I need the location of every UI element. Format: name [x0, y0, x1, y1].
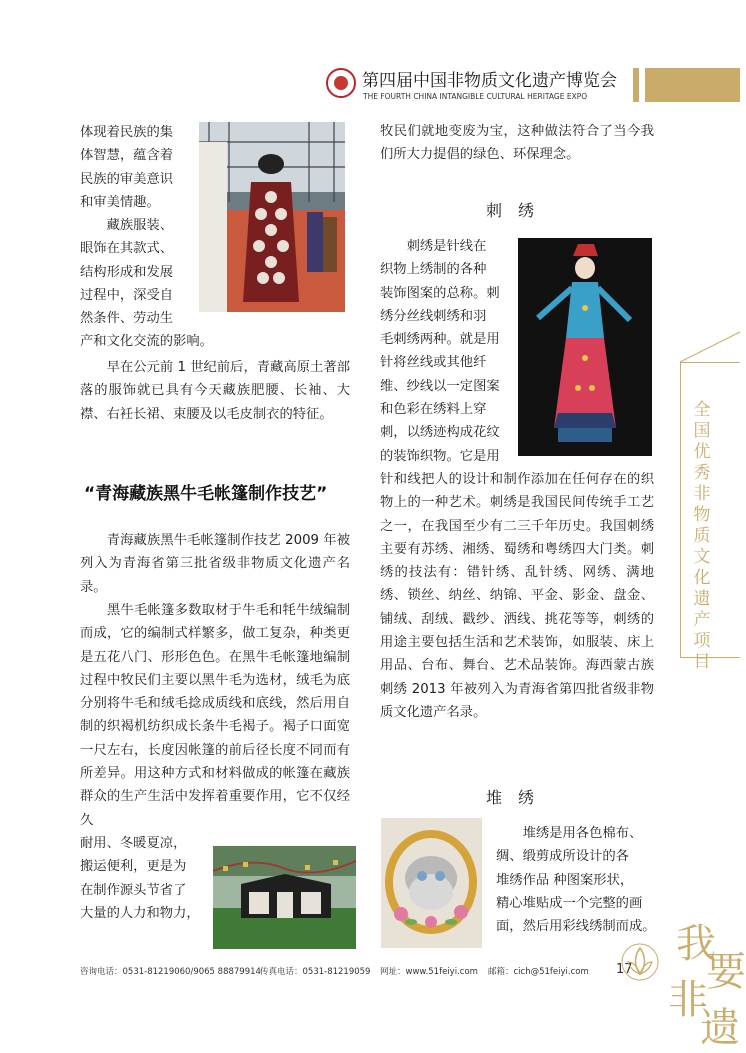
emb-line: 刺绣是针线在 — [380, 239, 487, 254]
header-subtitle: THE FOURTH CHINA INTANGIBLE CULTURAL HERITAGE EXPO — [363, 92, 588, 101]
embroidered-figure-photo — [518, 238, 652, 456]
wrap-line: 和审美情趣。 — [80, 194, 160, 210]
emb-line: 织物上绣制的各种 — [380, 262, 487, 278]
wrap-line: 民族的审美意识 — [80, 171, 174, 187]
left-wrap-text — [80, 121, 204, 331]
header-accent-bar — [633, 68, 639, 102]
paragraph-tent-listing: 青海藏族黑牛毛帐篷制作技艺 2009 年被列入为青海省第三批省级非物质文化遗产名录。 — [80, 533, 350, 595]
side-label-corner — [680, 330, 740, 364]
brand-char: 遗 — [700, 1005, 740, 1051]
embroidery-wrap-text — [380, 235, 514, 468]
paragraph-costume-end: 产和文化交流的影响。 — [80, 334, 213, 349]
paragraph-costume-history: 早在公元前 1 世纪前后，青藏高原土著部落的服饰就已具有今天藏族肥腰、长袖、大襟、右衽长裙、束腰及以毛皮制衣的特征。 — [80, 360, 350, 422]
footer-fax: 传真电话：0531-81219059 — [260, 967, 371, 977]
duixiu-line: 堆绣作品 种图案形状， — [496, 872, 634, 888]
emb-line: 刺，以绣迹构成花纹 — [380, 425, 500, 441]
duixiu-line: 面，然后用彩线绣制而成。 — [496, 919, 656, 935]
header-accent-block — [645, 68, 740, 102]
expo-logo — [326, 68, 356, 98]
emb-line: 的装饰织物。它是用 — [380, 448, 500, 464]
tibetan-costume-photo — [199, 122, 345, 312]
duixiu-line: 精心堆贴成一个完整的画 — [496, 895, 643, 911]
duixiu-cat-photo — [381, 818, 482, 948]
wrap-line: 藏族服装、 — [80, 218, 174, 234]
emb-line: 毛刺绣两种。就是用 — [380, 332, 500, 348]
brand-char: 非 — [668, 977, 708, 1023]
emb-line: 针将丝线或其他纤 — [380, 355, 487, 371]
footer-email[interactable]: 邮箱：cich@51feiyi.com — [488, 967, 589, 977]
lotus-icon — [620, 940, 660, 990]
wrap-line: 结构形成和发展 — [80, 264, 174, 280]
section-title-duixiu: 堆 绣 — [486, 788, 535, 807]
paragraph-tent-craft: 黑牛毛帐篷多数取材于牛毛和牦牛绒编制而成，它的编制式样繁多，做工复杂，种类更是五花八门、形形色色。在黑牛毛帐篷地编制过程中牧民们主要以黑牛毛为选材，绒毛为底分别将牛毛和绒毛捻成质线和底线，然后用自制的织褐机纺织成长条牛毛褐子。褐子口面宽一尺左右，长度因帐篷的前后径长度不同而有所差异。用这种方式和材料做成的帐篷在藏族群众的生产生活中发挥着重要作用，它不仅经久 — [80, 603, 350, 828]
tail-line: 在制作源头节省了 — [80, 882, 187, 898]
section-title-embroidery: 刺 绣 — [486, 201, 535, 220]
tail-line: 耐用、冬暖夏凉， — [80, 836, 187, 851]
emb-line: 装饰图案的总称。刺 — [380, 285, 500, 301]
duixiu-text — [496, 822, 658, 938]
wrap-line: 过程中，深受自 — [80, 288, 174, 304]
wrap-line: 体智慧，蕴含着 — [80, 148, 174, 164]
emb-line: 绣分丝线刺绣和羽 — [380, 308, 487, 324]
paragraph-embroidery: 针和线把人的设计和制作添加在任何存在的织物上的一种艺术。刺绣是我国民间传统手工艺之一，在我国至少有二三千年历史。我国刺绣主要有苏绣、湘绣、蜀绣和粤绣四大门类。刺绣的技法有：错针绣、乱针绣、网绣、满地绣、锁丝、纳丝、纳锦、平金、影金、盘金、铺绒、刮绒、戳纱、洒线、挑花等等，刺绣的用途主要包括生活和艺术装饰，如服装、床上用品、台布、舞台、艺术品装饰。海西蒙古族刺绣 2013 年被列入为青海省第四批省级非物质文化遗产名录。 — [380, 472, 654, 720]
tail-line: 搬运便利，更是为 — [80, 859, 187, 875]
side-label-text: 全国优秀非物质文化遗产项目 — [693, 400, 711, 672]
wrap-line: 然条件、劳动生 — [80, 311, 174, 327]
footer-website[interactable]: 网址：www.51feiyi.com — [380, 967, 478, 977]
wrap-line: 体现着民族的集 — [80, 125, 174, 140]
brand-char: 要 — [706, 949, 746, 995]
emb-line: 维、纱线以一定图案 — [380, 378, 500, 394]
paragraph-eco: 牧民们就地变废为宝，这种做法符合了当今我们所大力提倡的绿色、环保理念。 — [380, 124, 654, 163]
page-number: 17 — [616, 962, 633, 977]
duixiu-line: 绸、缎剪成所设计的各 — [496, 849, 629, 865]
section-title-tent: “青海藏族黑牛毛帐篷制作技艺” — [84, 484, 328, 504]
emb-line: 和色彩在绣料上穿 — [380, 402, 487, 418]
brand-char: 我 — [676, 921, 716, 967]
footer-phone: 咨询电话：0531-81219060/9065 88879914 — [80, 967, 261, 977]
black-tent-photo — [213, 846, 356, 949]
tail-line: 大量的人力和物力， — [80, 905, 200, 921]
duixiu-line: 堆绣是用各色棉布、 — [496, 826, 643, 841]
left-tail-text — [80, 832, 212, 925]
header-title: 第四届中国非物质文化遗产博览会 — [362, 71, 617, 91]
wrap-line: 眼饰在其款式、 — [80, 241, 174, 257]
